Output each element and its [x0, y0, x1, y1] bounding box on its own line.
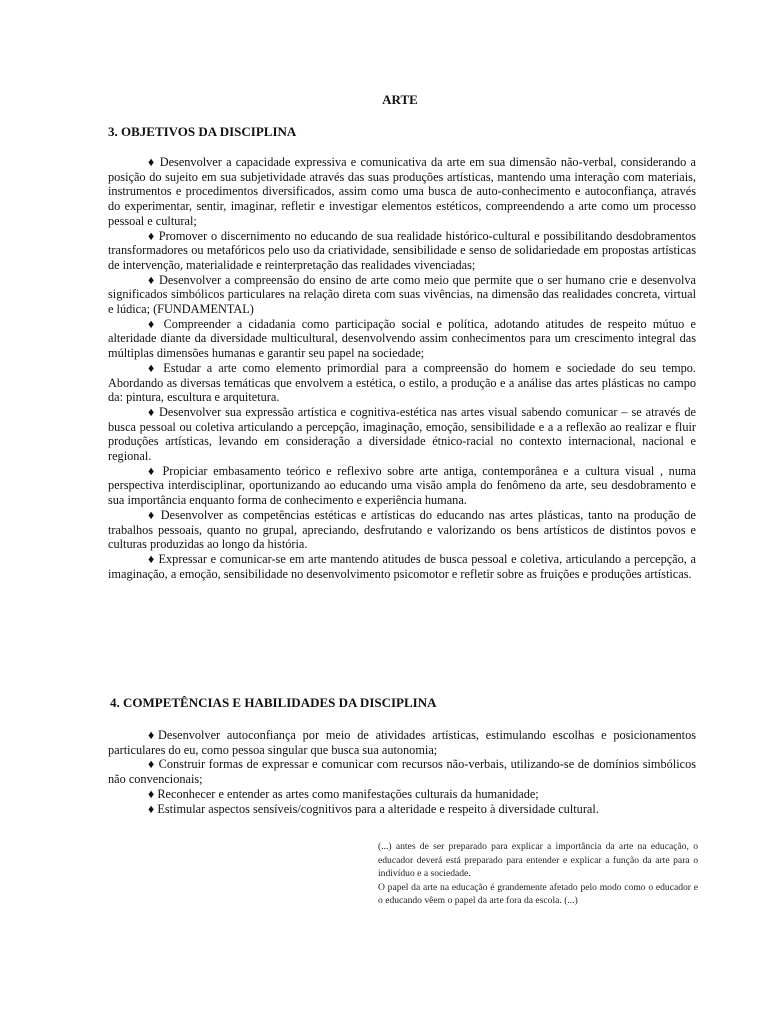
section-3-heading: 3. OBJETIVOS DA DISCIPLINA: [108, 124, 297, 139]
objective-item: ♦ Estudar a arte como elemento primordial para a compreensão do homem e sociedade do seu tempo. Abordando as diversas temáticas que envolvem a estética, o estilo, a produção e a análise das artes plásticas no campo da: pintura, escultura e arquitetura.: [108, 360, 696, 405]
section-4-competencies: [108, 728, 696, 816]
objective-item: ♦ Desenvolver as competências estéticas e artísticas do educando nas artes plásticas, tanto na produção de trabalhos pessoais, quanto no grupal, apreciando, desfrutando e valorizando os bens artísticos de distintos povos e culturas produzidas ao longo da história.: [108, 507, 696, 552]
citation-quote: [378, 840, 698, 908]
quote-paragraph: (...) antes de ser preparado para explicar a importância da arte na educação, o educador deverá está preparado para entender e explicar a função da arte para o indivíduo e a sociedade.: [378, 841, 698, 880]
objective-item: ♦ Desenvolver a compreensão do ensino de arte como meio que permite que o ser humano crie e desenvolva significados simbólicos particulares na relação direta com suas vivências, na dimensão das realidades concreta, virtual e lúdica; (FUNDAMENTAL): [108, 272, 696, 317]
objective-item: ♦ Promover o discernimento no educando de sua realidade histórico-cultural e possibilitando desdobramentos transformadores ou metafóricos pelo uso da criatividade, sensibilidade e senso de solidariedade em propostas artísticas de intervenção, materialidade e reinterpretação das realidades vivenciadas;: [108, 228, 696, 272]
objective-item: ♦ Compreender a cidadania como participação social e política, adotando atitudes de respeito mútuo e alteridade diante da diversidade multicultural, desenvolvendo assim conhecimentos para um crescimento integral das múltiplas dimensões humanas e garantir seu papel na sociedade;: [108, 316, 696, 361]
competency-item: ♦ Estimular aspectos sensíveis/cognitivos para a alteridade e respeito à diversidade cultural.: [148, 801, 599, 816]
section-3-objectives: [108, 155, 696, 581]
section-4-heading: 4. COMPETÊNCIAS E HABILIDADES DA DISCIPLINA: [110, 695, 437, 710]
objective-item: ♦ Propiciar embasamento teórico e reflexivo sobre arte antiga, contemporânea e a cultura visual , numa perspectiva interdisciplinar, oportunizando ao educando uma visão ampla do fenômeno da arte, seu desdobramento e sua importância enquanto forma de conhecimento e experiência humana.: [108, 463, 696, 508]
competency-item: ♦ Construir formas de expressar e comunicar com recursos não-verbais, utilizando-se de domínios simbólicos não convencionais;: [108, 757, 696, 787]
document-title: ARTE: [382, 92, 418, 107]
objective-item: ♦ Desenvolver sua expressão artística e cognitiva-estética nas artes visual sabendo comunicar – se através de busca pessoal ou coletiva articulando a percepção, imaginação, emoção, sensibilidade e a a reflexão ao realizar e fluir produções artísticas, levando em consideração a diversidade étnico-racial no contexto internacional, nacional e regional.: [108, 404, 696, 464]
objective-item: ♦ Expressar e comunicar-se em arte mantendo atitudes de busca pessoal e coletiva, articulando a percepção, a imaginação, a emoção, sensibilidade no desenvolvimento psicomotor e refletir sobre as fruições e produções artísticas.: [108, 551, 696, 581]
competency-item: ♦Desenvolver autoconfiança por meio de atividades artísticas, estimulando escolhas e posicionamentos particulares do eu, como pessoa singular que busca sua autonomia;: [108, 728, 696, 757]
competency-item: ♦ Reconhecer e entender as artes como manifestações culturais da humanidade;: [148, 786, 539, 801]
quote-paragraph: O papel da arte na educação é grandemente afetado pelo modo como o educador e o educando vêem o papel da arte fora da escola. (...): [378, 881, 698, 907]
objective-item: ♦ Desenvolver a capacidade expressiva e comunicativa da arte em sua dimensão não-verbal, considerando a posição do sujeito em sua subjetividade através das suas produções artísticas, mantendo uma interação com materiais, instrumentos e procedimentos diversificados, assim como uma busca de auto-conhecimento e autoconfiança, através do experimentar, sentir, imaginar, refletir e investigar elementos estéticos, compreendendo a arte como um processo pessoal e cultural;: [108, 155, 696, 228]
